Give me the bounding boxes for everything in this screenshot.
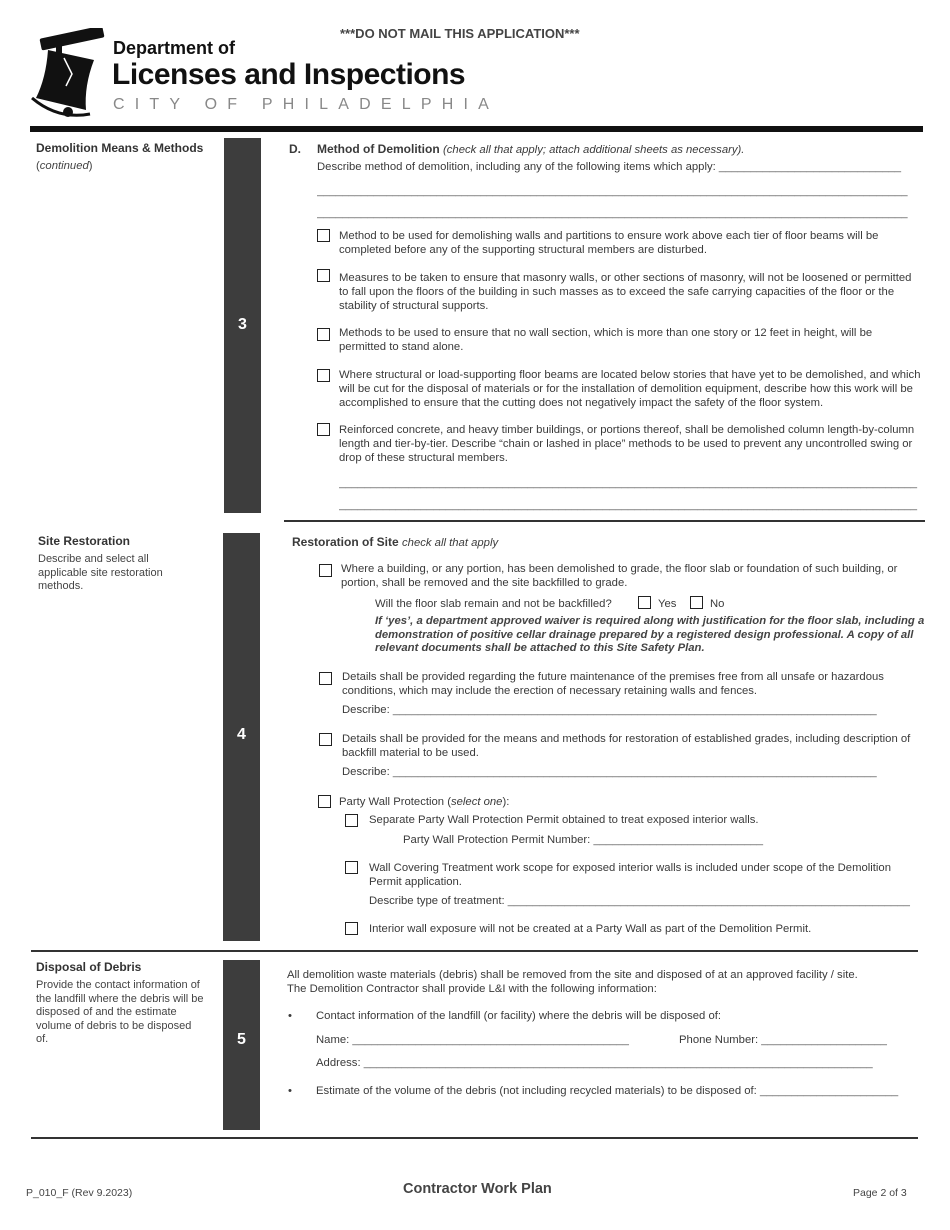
pw-option-covering[interactable] (345, 861, 358, 874)
slab-yes-checkbox[interactable] (638, 596, 651, 609)
check-floor-beams[interactable] (317, 369, 330, 382)
item-d-title: Method of Demolition (check all that apply; attach additional sheets as necessary). (317, 142, 745, 156)
pw-option-none[interactable] (345, 922, 358, 935)
section3-divider (284, 520, 925, 522)
section3-number: 3 (238, 316, 247, 333)
check-party-wall[interactable] (318, 795, 331, 808)
check-floor-beams-text: Where structural or load-supporting floor beams are located below stories that have yet to be demolished, and which will be cut for the disposal of materials or for the installation of demolition equipment, describe how this work will be accomplished to ensure that the cutting does not negatively impact the safety of the floor system. (339, 369, 921, 409)
pw-option-permit-text: Separate Party Wall Protection Permit obtained to treat exposed interior walls. (369, 814, 759, 826)
waiver-note: If ‘yes’, a department approved waiver is required along with justification for the floor slab, including a demonstration of positive cellar drainage prepared by a registered design professional. A copy of all relevant documents shall be attached to this Site Safety Plan. (375, 615, 925, 654)
dept-line2: Licenses and Inspections (112, 58, 466, 91)
describe-line-1[interactable]: ______________________________________________________________________________________________ (317, 185, 908, 197)
check-wall-section[interactable] (317, 328, 330, 341)
party-wall-label: Party Wall Protection (select one): (339, 796, 510, 808)
section4-desc: Describe and select all applicable site restoration methods. (38, 553, 163, 592)
pw-option-permit[interactable] (345, 814, 358, 827)
footer-title: Contractor Work Plan (403, 1181, 552, 1197)
debris-volume[interactable]: Estimate of the volume of the debris (not including recycled materials) to be disposed of: ______________________ (316, 1085, 899, 1097)
bullet-2-marker: • (288, 1085, 292, 1097)
describe-line-2[interactable]: ______________________________________________________________________________________________ (317, 207, 908, 219)
check-masonry-walls-text: Measures to be taken to ensure that masonry walls, or other sections of masonry, will not be loosened or permitted to fall upon the floors of the building in such masses as to exceed the safe carrying capacities of the floor or the stability of structural supports. (339, 272, 912, 312)
concrete-line-1[interactable]: ____________________________________________________________________________________________ (339, 477, 918, 489)
section4-divider (31, 950, 918, 952)
section3-bar (224, 138, 261, 513)
liberty-bell-logo (28, 28, 108, 120)
maintenance-describe[interactable]: Describe: _____________________________________________________________________________ (342, 704, 877, 716)
pw-option-none-text: Interior wall exposure will not be created at a Party Wall as part of the Demolition Permit. (369, 923, 812, 935)
landfill-name[interactable]: Name: ____________________________________________ (316, 1034, 629, 1046)
pw-option-covering-text: Wall Covering Treatment work scope for exposed interior walls is included under scope of the Demolition Permit application. (369, 862, 891, 888)
section4-label: Site Restoration (38, 534, 131, 548)
section4-number: 4 (237, 726, 246, 743)
pw-treatment[interactable]: Describe type of treatment: ________________________________________________________________ (369, 895, 910, 907)
check-reinforced-concrete[interactable] (317, 423, 330, 436)
landfill-address[interactable]: Address: _________________________________________________________________________________ (316, 1057, 873, 1069)
form-id: P_010_F (Rev 9.2023) (26, 1187, 133, 1199)
landfill-phone[interactable]: Phone Number: ____________________ (679, 1034, 887, 1046)
dept-line1: Department of (113, 38, 236, 58)
do-not-mail-notice: ***DO NOT MAIL THIS APPLICATION*** (340, 26, 580, 41)
slab-yes-label: Yes (658, 598, 677, 610)
check-walls-partitions-text: Method to be used for demolishing walls and partitions to ensure work above each tier of floor beams will be completed before any of the supporting structural members are disturbed. (339, 230, 879, 256)
section5-divider (31, 1137, 918, 1139)
check-reinforced-concrete-text: Reinforced concrete, and heavy timber buildings, or portions thereof, shall be demolished column length-by-column length and tier-by-tier. Describe “chain or lashed in place” methods to be used to prevent any uncontrolled swing or drop of these structural members. (339, 424, 915, 464)
slab-no-label: No (710, 598, 725, 610)
check-grade-removal[interactable] (319, 564, 332, 577)
check-maintenance-text: Details shall be provided regarding the future maintenance of the premises free from all unsafe or hazardous conditions, which may include the erection of necessary retaining walls and fences. (342, 671, 884, 697)
slab-question: Will the floor slab remain and not be backfilled? (375, 598, 612, 610)
section5-label: Disposal of Debris (36, 960, 142, 974)
backfill-describe[interactable]: Describe: _____________________________________________________________________________ (342, 766, 877, 778)
section3-label: Demolition Means & Methods (36, 141, 204, 155)
slab-no-checkbox[interactable] (690, 596, 703, 609)
describe-method: Describe method of demolition, including any of the following items which apply: _____________________________ (317, 161, 902, 173)
section5-bar (223, 960, 260, 1130)
debris-intro-2: The Demolition Contractor shall provide L&I with the following information: (287, 983, 657, 995)
section4-bar (223, 533, 260, 941)
restoration-title: Restoration of Site check all that apply (292, 535, 499, 549)
check-backfill-text: Details shall be provided for the means and methods for restoration of established grades, including description of backfill material to be used. (342, 733, 911, 759)
check-backfill[interactable] (319, 733, 332, 746)
pw-permit-number[interactable]: Party Wall Protection Permit Number: ___________________________ (403, 834, 764, 846)
concrete-line-2[interactable]: ____________________________________________________________________________________________ (339, 499, 918, 511)
page-number: Page 2 of 3 (853, 1187, 907, 1199)
item-d-letter: D. (289, 142, 301, 156)
check-masonry-walls[interactable] (317, 269, 330, 282)
city-line: CITY OF PHILADELPHIA (113, 96, 499, 113)
bullet-1-marker: • (288, 1010, 292, 1022)
debris-bullet-1: Contact information of the landfill (or facility) where the debris will be disposed of: (316, 1010, 722, 1022)
check-walls-partitions[interactable] (317, 229, 330, 242)
check-wall-section-text: Methods to be used to ensure that no wall section, which is more than one story or 12 feet in height, will be permitted to stand alone. (339, 327, 873, 353)
section5-desc: Provide the contact information of the landfill where the debris will be disposed of and the estimate volume of debris to be disposed of. (36, 979, 204, 1045)
debris-intro-1: All demolition waste materials (debris) shall be removed from the site and disposed of at an approved facility / site. (287, 969, 858, 981)
section3-continued: (continued) (36, 160, 93, 172)
section5-number: 5 (237, 1031, 246, 1048)
header-rule (30, 126, 923, 132)
check-maintenance[interactable] (319, 672, 332, 685)
check-grade-removal-text: Where a building, or any portion, has been demolished to grade, the floor slab or foundation of such building, or portion, shall be removed and the site backfilled to grade. (341, 563, 898, 589)
